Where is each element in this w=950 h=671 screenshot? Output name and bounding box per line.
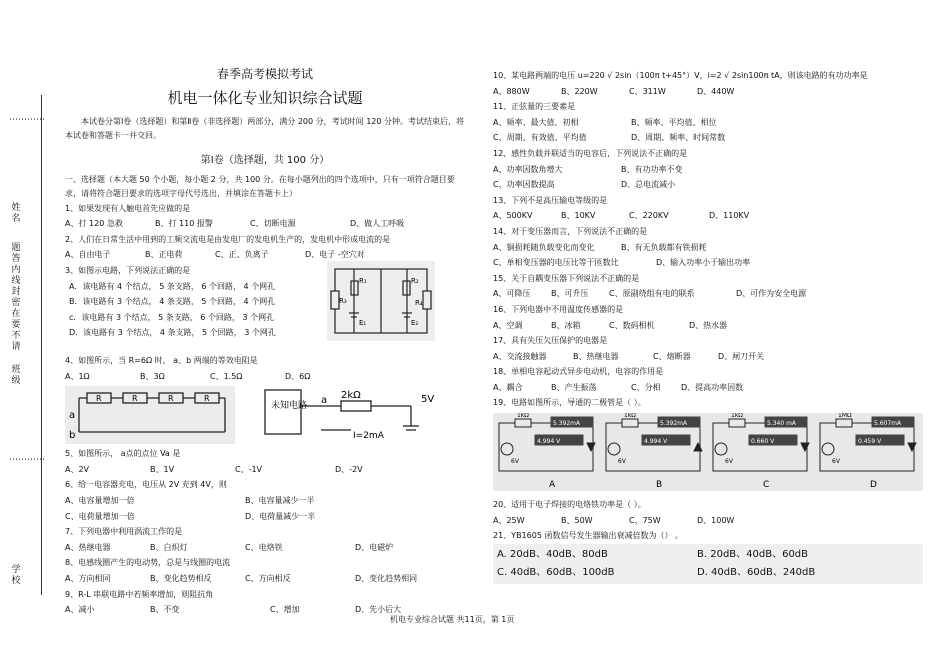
figure-label: B	[656, 480, 663, 491]
option: C、220KV	[629, 211, 669, 221]
right-column	[493, 68, 923, 584]
question-5-options	[65, 462, 465, 478]
option: A、880W	[493, 86, 530, 96]
option: B、有无负载都有铁损耗	[621, 242, 707, 252]
option: C、周期、有效值、平均值	[493, 133, 587, 143]
option: A、可降压	[493, 289, 531, 299]
question-8: 8、电感线圈产生的电动势，总是与线圈的电流	[65, 558, 231, 568]
option: A、25W	[493, 515, 525, 525]
option: D、440W	[697, 86, 735, 96]
question-10: 10、某电路两端的电压 u=220 √ 2sin（100π t+45°）V，i=2 √ 2sin100π tA，则该电路的有功功率是	[493, 71, 868, 80]
question-17-options	[493, 349, 923, 365]
question-15: 15、关于自耦变压器下列说法不正确的是	[493, 273, 640, 283]
option: D. 40dB、60dB、240dB	[697, 566, 816, 578]
option: A、交流接触器	[493, 351, 547, 361]
option: C、切断电源	[250, 219, 296, 229]
resistor-label: 1kΩ	[517, 413, 529, 420]
option: B. 20dB、40dB、60dB	[697, 548, 809, 560]
ammeter-reading: 5.607mA	[874, 420, 902, 428]
option: D、提高功率因数	[681, 382, 744, 392]
option: D、闸刀开关	[718, 351, 765, 361]
binding-margin	[3, 95, 47, 595]
option: B、有功功率不变	[621, 164, 683, 174]
source-label: 6V	[618, 458, 626, 466]
dots-mid: ⋯⋯⋯⋯	[9, 455, 45, 465]
option: D、总电流减小	[621, 180, 676, 190]
option: B、白炽灯	[150, 542, 188, 552]
option: C、1.5Ω	[210, 371, 243, 381]
option: A、500KV	[493, 211, 533, 221]
source-label: 6V	[511, 458, 519, 466]
ammeter-reading: 5.340 mA	[767, 420, 797, 428]
option: B、1V	[150, 464, 175, 474]
resistor-label: 1kΩ	[624, 413, 636, 420]
figure-label: A	[549, 480, 556, 491]
option: A、频率、最大值、初相	[493, 117, 579, 127]
option: A、减小	[65, 605, 95, 615]
question-14-options-2	[493, 255, 923, 271]
diode-circuit-a	[493, 413, 600, 491]
circuit-diagram-q3	[327, 261, 435, 341]
question-19: 19、电路如图所示，导通的二极管是（ ）。	[493, 398, 646, 408]
option: A、铜损耗随负载变化而变化	[493, 242, 595, 252]
option: D、周期、频率、时间常数	[631, 133, 726, 143]
unknown-circuit-diagram	[261, 386, 451, 444]
question-4: 4、如图所示，当 R=6Ω 时， a、b 两端的等效电阻是	[65, 355, 258, 365]
option: A、方向相同	[65, 573, 111, 583]
question-20: 20、适用于电子焊接的电烙铁功率是（ ）。	[493, 500, 646, 510]
option: D．该电路有 3 个结点， 4 条支路， 5 个回路， 3 个网孔	[69, 328, 276, 338]
option: A、空调	[493, 320, 523, 330]
label-r2: R₂	[411, 276, 419, 285]
option: B、可升压	[551, 289, 589, 299]
question-15-options	[493, 286, 923, 302]
figure-label: C	[763, 480, 770, 491]
question-4-options	[65, 369, 465, 385]
option: B、热继电器	[573, 351, 619, 361]
option: c．该电路有 3 个结点， 5 条支路， 6 个回路， 3 个网孔	[69, 312, 275, 322]
resistor-label: 1MΩ	[838, 413, 852, 420]
question-11-options-2	[493, 130, 923, 146]
option: A、2V	[65, 464, 90, 474]
option: B、10KV	[561, 211, 596, 221]
voltmeter-reading: 0.660 V	[751, 438, 775, 446]
label-b: b	[69, 430, 76, 442]
question-11: 11、正弦量的三要素是	[493, 102, 576, 112]
option: D、电子 -空穴对	[305, 250, 365, 260]
question-21: 21、YB1605 函数信号发生器输出衰减倍数为（） 。	[493, 531, 683, 541]
figure-label: D	[870, 480, 877, 491]
option: D、变化趋势相同	[355, 573, 418, 583]
option: A．该电路有 4 个结点， 5 条支路， 6 个回路， 4 个网孔	[69, 281, 276, 291]
option: B、产生振荡	[551, 382, 597, 392]
seal-line	[41, 95, 42, 595]
option: C、75W	[629, 515, 661, 525]
ammeter-reading: 5.392mA	[553, 420, 581, 428]
diode-circuit-c	[707, 413, 814, 491]
option: D、做人工呼吸	[350, 219, 405, 229]
resistor-label: 1kΩ	[731, 413, 743, 420]
resistor-ladder-diagram	[65, 386, 235, 444]
label-r3: R₃	[339, 296, 347, 305]
name-label: 姓名	[11, 203, 21, 224]
option: C、电荷量增加一倍	[65, 511, 135, 521]
diode-circuit-b	[600, 413, 707, 491]
option: A、耦合	[493, 382, 523, 392]
option: B、冰箱	[551, 320, 581, 330]
exam-header: 春季高考模拟考试	[216, 67, 313, 81]
label-a: a	[69, 410, 76, 422]
page-footer: 机电专业综合试题 共11页，第 1页	[390, 615, 515, 624]
option: A、电容量增加一倍	[65, 495, 135, 505]
dots-top: ⋯⋯⋯⋯	[9, 115, 45, 125]
option: C、单相变压器的电压比等于匝数比	[493, 258, 619, 268]
option: C、功率因数提高	[493, 180, 555, 190]
option: C、方向相反	[245, 573, 291, 583]
question-6-options	[65, 493, 465, 509]
question-11-options	[493, 115, 923, 131]
question-6: 6、给一电容器充电，电压从 2V 充到 4V，则	[65, 480, 227, 490]
voltage-value: 5V	[421, 394, 435, 406]
option: B、正电荷	[145, 250, 183, 260]
option: A. 20dB、40dB、80dB	[497, 548, 608, 560]
option: C、原副绕组有电的联系	[609, 289, 695, 299]
option: C、-1V	[235, 464, 263, 474]
ammeter-reading: 5.392mA	[660, 420, 688, 428]
option: D、6Ω	[285, 371, 311, 381]
option: C、分相	[631, 382, 661, 392]
question-3-block	[65, 263, 465, 347]
option: A、1Ω	[65, 371, 90, 381]
question-17: 17、具有失压欠压保护的电器是	[493, 336, 608, 346]
option: C、数码相机	[609, 320, 655, 330]
question-7-options	[65, 540, 465, 556]
question-5: 5、如图所示， a点的点位 Va 是	[65, 449, 181, 459]
question-12-options	[493, 162, 923, 178]
node-a-label: a	[321, 395, 328, 407]
option: B、不变	[150, 605, 180, 615]
exam-intro: 本试卷分第Ⅰ卷（选择题）和第Ⅱ卷（非选择题）两部分，满分 200 分，考试时间 120 分钟。考试结束后，将本试卷和答题卡一并交回。	[65, 117, 465, 140]
source-label: 6V	[725, 458, 733, 466]
option: A、打 120 急救	[65, 219, 123, 229]
voltmeter-reading: 4.994 V	[537, 438, 561, 446]
label-r-3: R	[168, 394, 174, 404]
question-16-options	[493, 318, 923, 334]
label-r-4: R	[204, 394, 210, 404]
label-r4: R₄	[415, 298, 423, 307]
question-21-options	[493, 544, 923, 584]
question-6-options-2	[65, 509, 465, 525]
question-1-options	[65, 216, 465, 232]
option: C、熔断器	[653, 351, 691, 361]
option: D、输入功率小于输出功率	[656, 258, 751, 268]
figures-q4-q5	[65, 384, 465, 446]
voltmeter-reading: 4.994 V	[644, 438, 668, 446]
current-value: I=2mA	[353, 431, 384, 442]
option: C、正、负离子	[215, 250, 269, 260]
option: B、220W	[561, 86, 598, 96]
option: B．该电路有 3 个结点， 4 条支路， 5 个回路， 4 个网孔	[69, 297, 276, 307]
question-12-options-2	[493, 177, 923, 193]
question-14-options	[493, 240, 923, 256]
question-3: 3、如图示电路，下列说法正确的是	[65, 265, 191, 275]
option: C、311W	[629, 86, 666, 96]
diode-circuit-d	[814, 413, 921, 491]
label-r-1: R	[96, 394, 102, 404]
school-label: 学校	[11, 565, 21, 586]
option: A、热继电器	[65, 542, 111, 552]
option: C、增加	[270, 605, 300, 615]
question-13: 13、下列不是高压输电等级的是	[493, 195, 608, 205]
option: B、变化趋势相反	[150, 573, 212, 583]
section-title: 第Ⅰ卷（选择题，共 100 分）	[200, 155, 330, 166]
option: D、电磁炉	[355, 542, 394, 552]
question-20-options	[493, 513, 923, 529]
option: D、100W	[697, 515, 735, 525]
option: D、先小后大	[355, 605, 402, 615]
part-instructions: 一、选择题（本大题 50 个小题，每小题 2 分，共 100 分。在每小题列出的四个选项中，只有一项符合题目要求，请将符合题目要求的选项字母代号选出，并填涂在答题卡上）	[65, 174, 455, 198]
option: C. 40dB、60dB、100dB	[497, 566, 615, 578]
label-e1: E₁	[359, 318, 367, 327]
source-label: 6V	[832, 458, 840, 466]
question-12: 12、感性负载并联适当的电容后，下列说法不正确的是	[493, 148, 688, 158]
question-8-options	[65, 571, 465, 587]
diode-figures-q19	[493, 413, 923, 491]
question-9: 9、R-L 串联电路中若频率增加，则阻抗角	[65, 589, 214, 599]
question-7: 7、下列电器中利用涡流工作的是	[65, 527, 183, 537]
exam-title: 机电一体化专业知识综合试题	[167, 89, 363, 107]
left-column	[65, 65, 465, 618]
option: D、热水器	[689, 320, 728, 330]
option: D、可作为安全电源	[736, 289, 807, 299]
option: D、电荷量减少一半	[245, 511, 316, 521]
question-2: 2、人们在日常生活中用到的工频交流电是由发电厂的发电机生产的，发电机中形成电流的是	[65, 234, 391, 244]
label-r-2: R	[132, 394, 138, 404]
label-e2: E₂	[411, 318, 419, 327]
option: C、电烙铁	[245, 542, 283, 552]
voltmeter-reading: 0.459 V	[858, 438, 882, 446]
notice-text: 题答内线封密在要不请	[11, 243, 21, 352]
option: B、3Ω	[140, 371, 165, 381]
resistor-value: 2kΩ	[341, 390, 361, 402]
option: D、-2V	[335, 464, 363, 474]
label-r1: R₁	[359, 276, 367, 285]
question-14: 14、对于变压器而言，下列说法不正确的是	[493, 226, 648, 236]
option: A、自由电子	[65, 250, 111, 260]
question-18: 18、单相电容起动式异步电动机，电容的作用是	[493, 367, 664, 377]
option: B、50W	[561, 515, 593, 525]
question-18-options	[493, 380, 923, 396]
class-label: 班级	[11, 365, 21, 386]
question-10-options	[493, 84, 923, 100]
question-1: 1、如果发现有人触电首先应做的是	[65, 203, 191, 213]
option: D、110KV	[709, 211, 750, 221]
question-16: 16、下列电器中不用温度传感器的是	[493, 304, 624, 314]
option: A、功率因数角增大	[493, 164, 563, 174]
option: B、电容量减少一半	[245, 495, 315, 505]
question-13-options	[493, 208, 923, 224]
option: B、频率、平均值、相位	[631, 117, 717, 127]
unknown-circuit-label: 未知电路	[271, 401, 308, 412]
option: B、打 110 报警	[155, 219, 213, 229]
